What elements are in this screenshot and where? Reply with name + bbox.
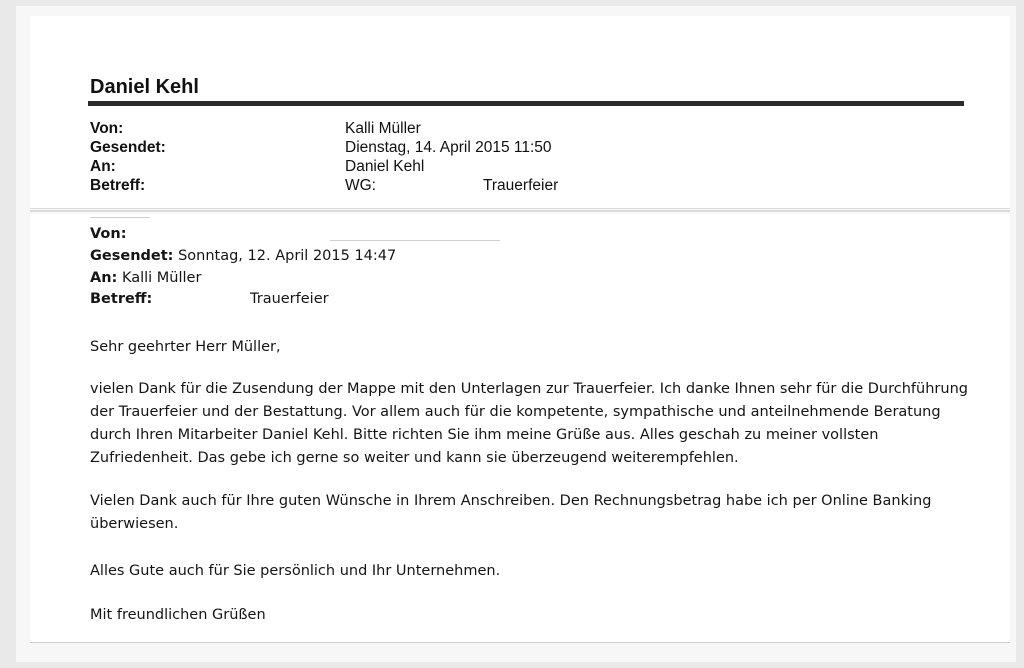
forwarded-to-label: An: [90, 270, 118, 286]
forwarded-to-line [90, 270, 201, 286]
to-label: An: [90, 158, 116, 175]
forwarded-from-label: Von: [90, 226, 127, 242]
body-paragraph: Alles Gute auch für Sie persönlich und Ihr Unternehmen. [90, 563, 501, 579]
from-value: Kalli Müller [345, 120, 421, 137]
mailbox-owner-name: Daniel Kehl [90, 76, 199, 98]
forwarded-sent-label: Gesendet: [90, 248, 174, 264]
closing: Mit freundlichen Grüßen [90, 607, 266, 623]
forwarded-subject-text: Trauerfeier [250, 291, 329, 307]
redaction-trace [330, 240, 500, 241]
sent-value: Dienstag, 14. April 2015 11:50 [345, 139, 552, 156]
forwarded-to-value: Kalli Müller [121, 270, 202, 286]
from-label: Von: [90, 120, 124, 137]
forwarded-sent-value: Sonntag, 12. April 2015 14:47 [178, 248, 397, 264]
header-divider [88, 101, 964, 106]
subject-text: Trauerfeier [483, 177, 559, 194]
redaction-trace [90, 217, 150, 218]
sent-label: Gesendet: [90, 139, 166, 156]
subject-prefix: WG: [345, 177, 376, 194]
body-paragraph: vielen Dank für die Zusendung der Mappe mit den Unterlagen zur Trauerfeier. Ich danke Ihnen sehr für die Durchführung der Trauerfeier und der Bestattung. Vor allem auch für die kompetente, sympathische und anteilnehmende Beratung durch Ihren Mitarbeiter Daniel Kehl. Bitte richten Sie ihm meine Grüße aus. Alles geschah zu meiner vollsten Zufriedenheit. Das gebe ich gerne so weiter und kann sie überzeugend weiterempfehlen. [90, 381, 968, 466]
forwarded-sent-line [90, 248, 396, 264]
forwarded-subject-label: Betreff: [90, 291, 153, 307]
sheet-overlap-edge [30, 210, 1010, 212]
to-value: Daniel Kehl [345, 158, 425, 171]
body-paragraph: Vielen Dank auch für Ihre guten Wünsche in Ihrem Anschreiben. Den Rechnungsbetrag habe ich per Online Banking überwiesen. [90, 493, 932, 532]
subject-label: Betreff: [90, 177, 146, 194]
greeting: Sehr geehrter Herr Müller, [90, 339, 281, 355]
